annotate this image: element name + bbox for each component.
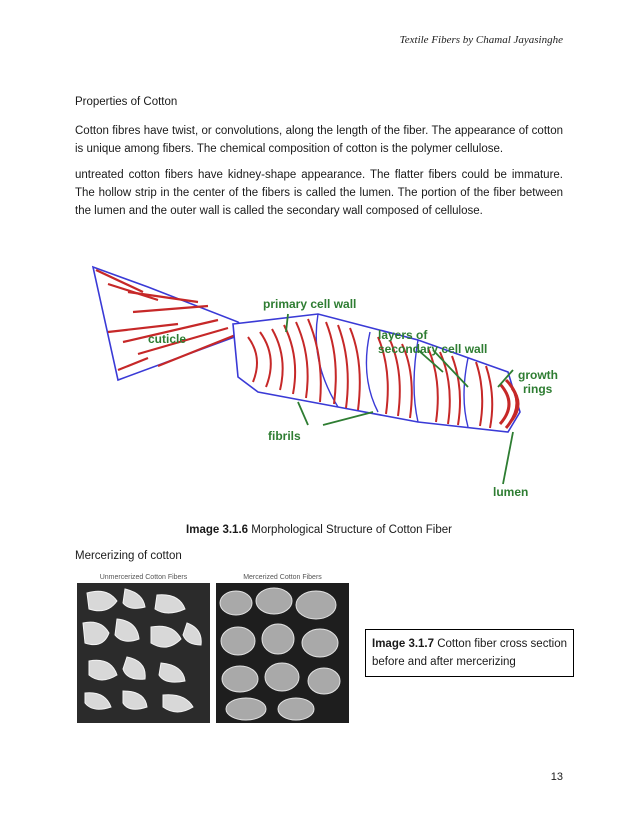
cotton-fiber-morphology-diagram xyxy=(88,262,558,502)
figure-1-caption xyxy=(0,524,638,536)
label-lumen: lumen xyxy=(493,485,529,499)
mercerized-sem-image xyxy=(216,583,349,723)
running-head: Textile Fibers by Chamal Jayasinghe xyxy=(399,34,563,46)
label-rings: rings xyxy=(523,382,553,396)
section-heading-properties: Properties of Cotton xyxy=(75,96,178,108)
figure-2-caption-number: Image 3.1.7 xyxy=(372,638,435,650)
page-number: 13 xyxy=(550,771,563,783)
paragraph-2: untreated cotton fibers have kidney-shape appearance. The flatter fibers could be immature. The hollow strip in the center of the fibers is called the lumen. The portion of the fiber between the lumen and the outer wall is called the secondary wall composed of cellulose. xyxy=(75,169,563,217)
label-cuticle: cuticle xyxy=(148,332,187,346)
label-secondary-cell-wall: secondary cell wall xyxy=(378,342,488,356)
figure-1-caption-text: Morphological Structure of Cotton Fiber xyxy=(248,524,452,536)
label-growth: growth xyxy=(518,368,558,382)
unmercerized-sem-image xyxy=(77,583,210,723)
label-fibrils: fibrils xyxy=(268,429,301,443)
figure-2-caption-text: Cotton fiber cross section before and after mercerizing xyxy=(372,638,567,668)
paragraph-1: Cotton fibres have twist, or convolutions, along the length of the fiber. The appearance of cotton is unique among fibers. The chemical composition of cotton is the polymer cellulose. xyxy=(75,125,563,155)
section-heading-mercerizing: Mercerizing of cotton xyxy=(75,550,182,562)
figure-2-caption-box xyxy=(365,629,574,677)
unmercerized-micrograph xyxy=(77,573,210,723)
figure-1-caption-number: Image 3.1.6 xyxy=(186,524,249,536)
label-primary-cell-wall: primary cell wall xyxy=(263,297,357,311)
mercerized-title: Mercerized Cotton Fibers xyxy=(243,574,322,581)
label-layers-of: layers of xyxy=(378,328,428,342)
mercerized-micrograph xyxy=(216,573,349,723)
unmercerized-title: Unmercerized Cotton Fibers xyxy=(99,574,188,581)
